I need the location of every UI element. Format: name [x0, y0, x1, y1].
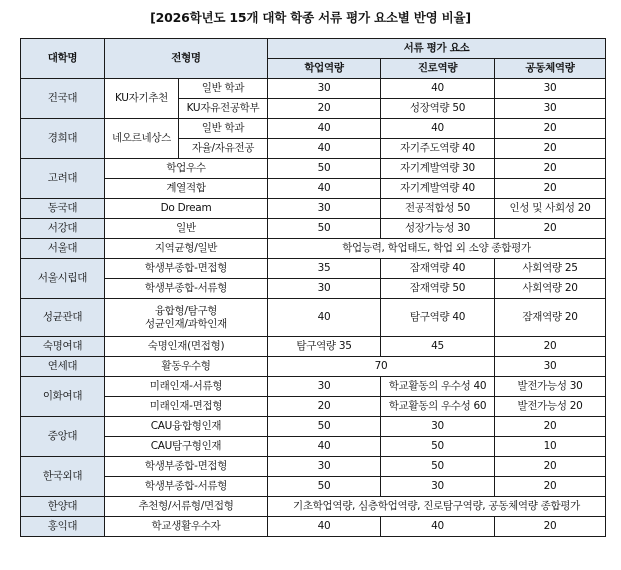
- table-row: [21, 79, 606, 99]
- univ-cell: 한양대: [21, 497, 105, 517]
- table-title: [2026학년도 15개 대학 학종 서류 평가 요소별 반영 비율]: [150, 10, 471, 25]
- academic-cell: 40: [268, 437, 381, 457]
- type-cell: 숙명인재(면접형): [105, 337, 268, 357]
- univ-cell: 한국외대: [21, 457, 105, 497]
- academic-cell: 30: [268, 457, 381, 477]
- community-cell: 20: [495, 417, 606, 437]
- career-cell: 성장가능성 30: [381, 219, 495, 239]
- academic-cell: 50: [268, 219, 381, 239]
- community-cell: 30: [495, 99, 606, 119]
- univ-cell: 이화여대: [21, 377, 105, 417]
- subtype-cell: KU자유전공학부: [179, 99, 268, 119]
- academic-cell: 30: [268, 377, 381, 397]
- type-cell: 지역균형/일반: [105, 239, 268, 259]
- merged-evaluation-cell: 기초학업역량, 심층학업역량, 진로탐구역량, 공동체역량 종합평가: [268, 497, 606, 517]
- community-cell: 20: [495, 457, 606, 477]
- community-cell: 20: [495, 139, 606, 159]
- univ-cell: 서울대: [21, 239, 105, 259]
- career-cell: 학교활동의 우수성 40: [381, 377, 495, 397]
- career-cell: 30: [381, 477, 495, 497]
- col-header-academic: 학업역량: [268, 59, 381, 79]
- type-cell: 계열적합: [105, 179, 268, 199]
- type-cell: 학업우수: [105, 159, 268, 179]
- community-cell: 잠재역량 20: [495, 299, 606, 337]
- table-row: [21, 357, 606, 377]
- career-cell: 40: [381, 119, 495, 139]
- type-cell: 학생부종합-면접형: [105, 259, 268, 279]
- table-row: [21, 259, 606, 279]
- career-cell: 50: [381, 437, 495, 457]
- academic-career-merged-cell: 70: [268, 357, 495, 377]
- type-cell: 학교생활우수자: [105, 517, 268, 537]
- academic-cell: 50: [268, 417, 381, 437]
- col-header-career: 진로역량: [381, 59, 495, 79]
- type-cell: 학생부종합-서류형: [105, 477, 268, 497]
- career-cell: 잠재역량 50: [381, 279, 495, 299]
- table-row: [21, 279, 606, 299]
- type-cell: 학생부종합-면접형: [105, 457, 268, 477]
- academic-cell: 40: [268, 517, 381, 537]
- community-cell: 20: [495, 179, 606, 199]
- table-row: [21, 119, 606, 139]
- community-cell: 20: [495, 477, 606, 497]
- career-cell: 성장역량 50: [381, 99, 495, 119]
- col-header-type: 전형명: [105, 39, 268, 79]
- table-row: [21, 497, 606, 517]
- community-cell: 사회역량 20: [495, 279, 606, 299]
- career-cell: 50: [381, 457, 495, 477]
- univ-cell: 경희대: [21, 119, 105, 159]
- academic-cell: 50: [268, 159, 381, 179]
- univ-cell: 홍익대: [21, 517, 105, 537]
- community-cell: 10: [495, 437, 606, 457]
- career-cell: 학교활동의 우수성 60: [381, 397, 495, 417]
- community-cell: 30: [495, 79, 606, 99]
- career-cell: 자기계발역량 30: [381, 159, 495, 179]
- type-cell: 추천형/서류형/면접형: [105, 497, 268, 517]
- career-cell: 자기주도역량 40: [381, 139, 495, 159]
- univ-cell: 연세대: [21, 357, 105, 377]
- univ-cell: 숙명여대: [21, 337, 105, 357]
- type-cell: 활동우수형: [105, 357, 268, 377]
- univ-cell: 중앙대: [21, 417, 105, 457]
- table-row: [21, 179, 606, 199]
- community-cell: 30: [495, 357, 606, 377]
- community-cell: 발전가능성 20: [495, 397, 606, 417]
- type-cell: [105, 299, 268, 337]
- table-row: [21, 417, 606, 437]
- type-line: 융합형/탐구형: [154, 304, 218, 317]
- type-cell: 미래인재-서류형: [105, 377, 268, 397]
- subtype-cell: 자율/자유전공: [179, 139, 268, 159]
- academic-cell: 40: [268, 139, 381, 159]
- type-cell: CAU탐구형인재: [105, 437, 268, 457]
- table-row: [21, 517, 606, 537]
- col-header-univ: 대학명: [21, 39, 105, 79]
- community-cell: 발전가능성 30: [495, 377, 606, 397]
- career-cell: 탐구역량 40: [381, 299, 495, 337]
- univ-cell: 서강대: [21, 219, 105, 239]
- academic-cell: 30: [268, 79, 381, 99]
- table-row: [21, 199, 606, 219]
- community-cell: 20: [495, 219, 606, 239]
- univ-cell: 동국대: [21, 199, 105, 219]
- community-cell: 사회역량 25: [495, 259, 606, 279]
- univ-cell: 서울시립대: [21, 259, 105, 299]
- career-cell: 잠재역량 40: [381, 259, 495, 279]
- table-row: [21, 337, 606, 357]
- academic-cell: 40: [268, 179, 381, 199]
- academic-cell: 40: [268, 299, 381, 337]
- univ-cell: 건국대: [21, 79, 105, 119]
- table-row: [21, 457, 606, 477]
- col-header-elements: 서류 평가 요소: [268, 39, 606, 59]
- career-cell: 45: [381, 337, 495, 357]
- community-cell: 20: [495, 337, 606, 357]
- academic-cell: 40: [268, 119, 381, 139]
- type-cell: 네오르네상스: [105, 119, 179, 159]
- table-row: [21, 299, 606, 337]
- univ-cell: 성균관대: [21, 299, 105, 337]
- career-cell: 40: [381, 517, 495, 537]
- community-cell: 인성 및 사회성 20: [495, 199, 606, 219]
- table-row: [21, 239, 606, 259]
- academic-cell: 탐구역량 35: [268, 337, 381, 357]
- type-line: 성균인재/과학인재: [145, 317, 227, 330]
- academic-cell: 50: [268, 477, 381, 497]
- col-header-community: 공동체역량: [495, 59, 606, 79]
- table-row: [21, 219, 606, 239]
- academic-cell: 30: [268, 279, 381, 299]
- table-row: [21, 159, 606, 179]
- community-cell: 20: [495, 119, 606, 139]
- univ-cell: 고려대: [21, 159, 105, 199]
- table-row: [21, 377, 606, 397]
- type-cell: CAU융합형인재: [105, 417, 268, 437]
- career-cell: 자기계발역량 40: [381, 179, 495, 199]
- academic-cell: 20: [268, 397, 381, 417]
- table-row: [21, 477, 606, 497]
- career-cell: 전공적합성 50: [381, 199, 495, 219]
- evaluation-ratio-table: [20, 38, 606, 537]
- academic-cell: 30: [268, 199, 381, 219]
- type-cell: 학생부종합-서류형: [105, 279, 268, 299]
- subtype-cell: 일반 학과: [179, 79, 268, 99]
- community-cell: 20: [495, 159, 606, 179]
- subtype-cell: 일반 학과: [179, 119, 268, 139]
- career-cell: 40: [381, 79, 495, 99]
- header-row-1: [21, 39, 606, 59]
- type-cell: 일반: [105, 219, 268, 239]
- academic-cell: 35: [268, 259, 381, 279]
- career-cell: 30: [381, 417, 495, 437]
- type-cell: 미래인재-면접형: [105, 397, 268, 417]
- type-cell: KU자기추천: [105, 79, 179, 119]
- table-row: [21, 437, 606, 457]
- community-cell: 20: [495, 517, 606, 537]
- type-cell: Do Dream: [105, 199, 268, 219]
- merged-evaluation-cell: 학업능력, 학업태도, 학업 외 소양 종합평가: [268, 239, 606, 259]
- academic-cell: 20: [268, 99, 381, 119]
- table-row: [21, 397, 606, 417]
